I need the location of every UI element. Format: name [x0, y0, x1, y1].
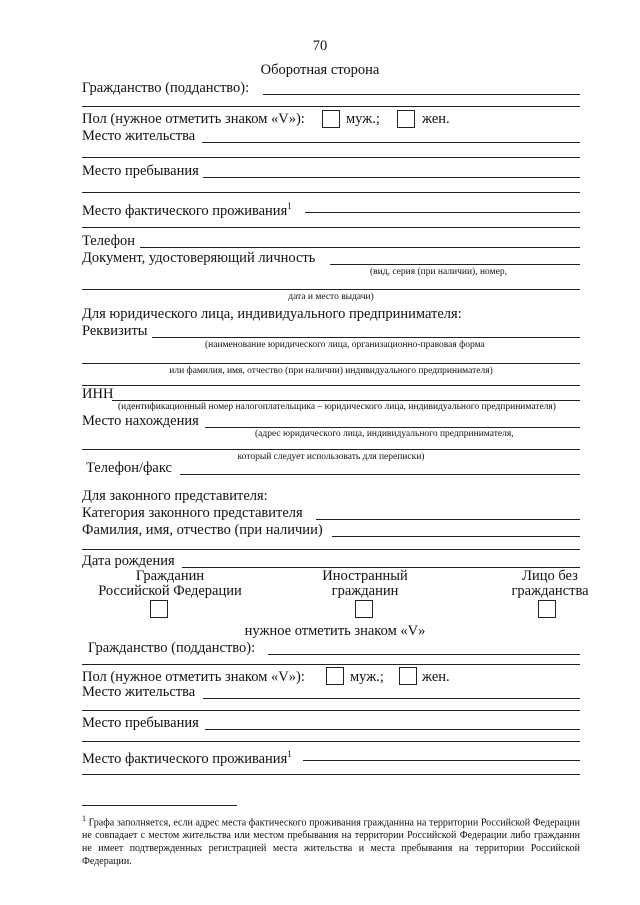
phone-fax-label: Телефон/факс [86, 460, 172, 476]
female-label: жен. [422, 111, 450, 127]
rep-actual-residence-label: Место фактического проживания$^1$ [82, 749, 292, 767]
requisites-field[interactable] [152, 337, 580, 338]
requisites-field-2[interactable] [82, 363, 580, 364]
requisites-hint-1: (наименование юридического лица, организационно-правовая форма [205, 340, 485, 350]
requisites-hint-2: или фамилия, имя, отчество (при наличии) индивидуального предпринимателя) [169, 366, 493, 376]
residence-field-2[interactable] [82, 157, 580, 158]
mark-note: нужное отметить знаком «V» [244, 623, 426, 639]
category-field[interactable] [316, 519, 580, 520]
rep-citizenship-field-2[interactable] [82, 664, 580, 665]
option-stateless-line2: гражданства [511, 583, 589, 599]
rep-female-label: жен. [422, 669, 450, 685]
rep-citizenship-label: Гражданство (подданство): [88, 640, 256, 656]
location-field-2[interactable] [82, 449, 580, 450]
requisites-label: Реквизиты [82, 323, 148, 339]
location-hint-1: (адрес юридического лица, индивидуального предпринимателя, [255, 429, 514, 439]
actual-residence-field-2[interactable] [82, 227, 580, 228]
page-number: 70 [312, 38, 328, 54]
location-field[interactable] [205, 427, 580, 428]
location-label: Место нахождения [82, 413, 199, 429]
option-foreign-line2: гражданин [331, 583, 399, 599]
inn-field[interactable] [112, 400, 580, 401]
phone-fax-field[interactable] [180, 474, 580, 475]
sex-label: Пол (нужное отметить знаком «V»): [82, 111, 305, 127]
option-rf-citizen-line1: Гражданин [135, 568, 205, 584]
rep-male-label: муж.; [350, 669, 384, 685]
rep-stay-label: Место пребывания [82, 715, 199, 731]
rep-stay-field-2[interactable] [82, 741, 580, 742]
id-document-hint-2: дата и место выдачи) [288, 292, 374, 302]
footnote-separator [82, 805, 237, 806]
stay-label: Место пребывания [82, 163, 199, 179]
rep-actual-residence-field[interactable] [303, 760, 580, 761]
stateless-checkbox[interactable] [538, 600, 556, 618]
rep-residence-label: Место жительства [82, 684, 196, 700]
foreign-citizen-checkbox[interactable] [355, 600, 373, 618]
id-document-field-2[interactable] [82, 289, 580, 290]
page-title: Оборотная сторона [260, 62, 380, 78]
female-checkbox[interactable] [397, 110, 415, 128]
full-name-field-2[interactable] [82, 549, 580, 550]
stay-field-2[interactable] [82, 192, 580, 193]
residence-field[interactable] [202, 142, 580, 143]
citizenship-field-2[interactable] [82, 106, 580, 107]
full-name-field[interactable] [332, 536, 580, 537]
rep-residence-field-2[interactable] [82, 710, 580, 711]
rep-footnote-ref: 1 [287, 749, 292, 759]
rep-residence-field[interactable] [203, 698, 580, 699]
category-label: Категория законного представителя [82, 505, 303, 521]
footnote-text: Графа заполняется, если адрес места фактического проживания гражданина на территории Российской Федерации не совпадает с местом жительства или местом пребывания на территории Российской Федерации либо гражданин не имеет подтвержденных регистрацией места жительства и места пребывания на территории Российской Федерации. [82, 817, 581, 868]
id-document-label: Документ, удостоверяющий личность [82, 250, 316, 266]
inn-hint: (идентификационный номер налогоплательщика – юридического лица, индивидуального предпринимателя) [118, 402, 556, 412]
citizenship-field[interactable] [263, 94, 580, 95]
footnote [82, 812, 580, 868]
actual-residence-field[interactable] [305, 212, 580, 213]
phone-field[interactable] [140, 247, 580, 248]
stay-field[interactable] [203, 177, 580, 178]
male-checkbox[interactable] [322, 110, 340, 128]
footnote-ref: 1 [287, 201, 292, 211]
legal-entity-heading: Для юридического лица, индивидуального предпринимателя: [82, 306, 462, 322]
representative-heading: Для законного представителя: [82, 488, 268, 504]
id-document-hint-1: (вид, серия (при наличии), номер, [370, 267, 507, 277]
rep-citizenship-field[interactable] [268, 654, 580, 655]
location-hint-2: который следует использовать для переписки) [237, 452, 425, 462]
option-rf-citizen-line2: Российской Федерации [98, 583, 242, 599]
phone-label: Телефон [82, 233, 135, 249]
rep-sex-label: Пол (нужное отметить знаком «V»): [82, 669, 305, 685]
birth-date-label: Дата рождения [82, 553, 175, 569]
footnote-mark: 1 [82, 814, 86, 823]
rep-female-checkbox[interactable] [399, 667, 417, 685]
citizenship-label: Гражданство (подданство): [82, 80, 250, 96]
id-document-field[interactable] [330, 264, 580, 265]
actual-residence-label: Место фактического проживания$^1$ [82, 201, 292, 219]
rep-male-checkbox[interactable] [326, 667, 344, 685]
inn-label: ИНН [82, 386, 114, 402]
option-stateless-line1: Лицо без [522, 568, 578, 584]
requisites-field-3[interactable] [82, 385, 580, 386]
male-label: муж.; [346, 111, 380, 127]
rf-citizen-checkbox[interactable] [150, 600, 168, 618]
rep-stay-field[interactable] [205, 729, 580, 730]
rep-actual-residence-field-2[interactable] [82, 774, 580, 775]
residence-label: Место жительства [82, 128, 196, 144]
full-name-label: Фамилия, имя, отчество (при наличии) [82, 522, 323, 538]
option-foreign-line1: Иностранный [322, 568, 408, 584]
